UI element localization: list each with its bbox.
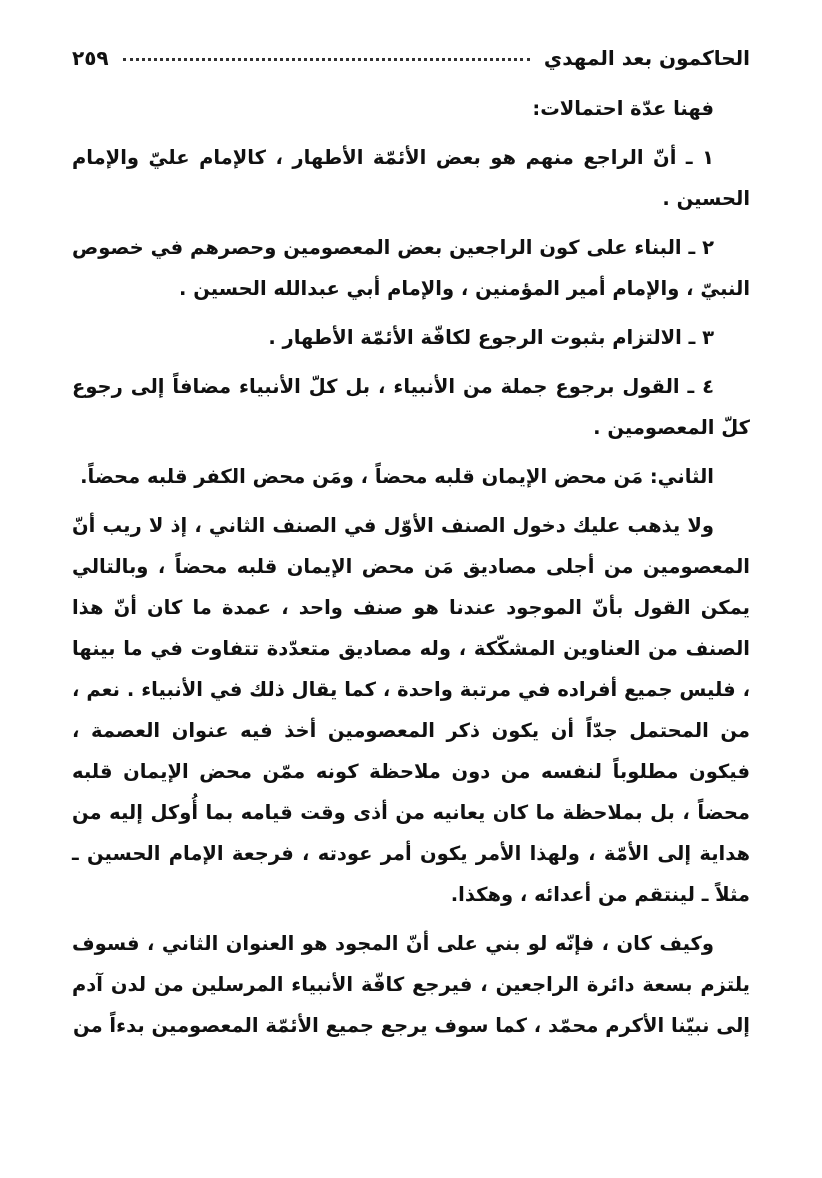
running-title: الحاكمون بعد المهدي [543,46,750,70]
paragraph-conclusion: وكيف كان ، فإنّه لو بني على أنّ المجود هو العنوان الثاني ، فسوف يلتزم بسعة دائرة الراجعين ، فيرجع كافّة الأنبياء المرسلين من لدن آدم إلى نبيّنا الأكرم محمّد ، كما سوف يرجع جميع الأئمّة المعصومين بدءاً من [72,932,750,1037]
paragraph-option-4: ٤ ـ القول برجوع جملة من الأنبياء ، بل كلّ الأنبياء مضافاً إلى رجوع كلّ المعصومين . [72,375,750,439]
paragraph-option-3: ٣ ـ الالتزام بثبوت الرجوع لكافّة الأئمّة الأطهار . [268,326,714,349]
page-number: ٢٥٩ [72,46,109,70]
paragraph-intro: فهنا عدّة احتمالات: [532,97,714,120]
second-category-lead: الثاني: [649,465,714,488]
paragraph-option-2: ٢ ـ البناء على كون الراجعين بعض المعصومين وحصرهم في خصوص النبيّ ، والإمام أمير المؤمنين ، والإمام أبي عبدالله الحسين . [72,236,750,300]
paragraph-discussion: ولا يذهب عليك دخول الصنف الأوّل في الصنف الثاني ، إذ لا ريب أنّ المعصومين من أجلى مصاديق مَن محض الإيمان قلبه محضاً ، وبالتالي يمكن القول بأنّ الموجود عندنا هو صنف واحد ، عمدة ما كان أنّ هذا الصنف من العناوين المشكّكة ، وله مصاديق متعدّدة تتفاوت في ما بينها ، فليس جميع أفراده في مرتبة واحدة ، كما يقال ذلك في الأنبياء . نعم ، من المحتمل جدّاً أن يكون ذكر المعصومين أخذ فيه عنوان العصمة ، فيكون مطلوباً لنفسه من دون ملاحظة كونه ممّن محض الإيمان قلبه محضاً ، بل بملاحظة ما كان يعانيه من أذى وقت قيامه بما أُوكل إليه من هداية إلى الأمّة ، ولهذا الأمر يكون أمر عودته ، فرجعة الإمام الحسين ـ مثلاً ـ لينتقم من أعدائه ، وهكذا. [72,514,750,906]
paragraph-second-category [72,456,750,497]
header-dotted-leader [123,58,530,61]
paragraph-option-1: ١ ـ أنّ الراجع منهم هو بعض الأئمّة الأطهار ، كالإمام عليّ والإمام الحسين . [72,146,750,210]
second-category-text: مَن محض الإيمان قلبه محضاً ، ومَن محض الكفر قلبه محضاً. [80,465,650,488]
page-body [72,88,750,1046]
running-header [72,30,750,70]
